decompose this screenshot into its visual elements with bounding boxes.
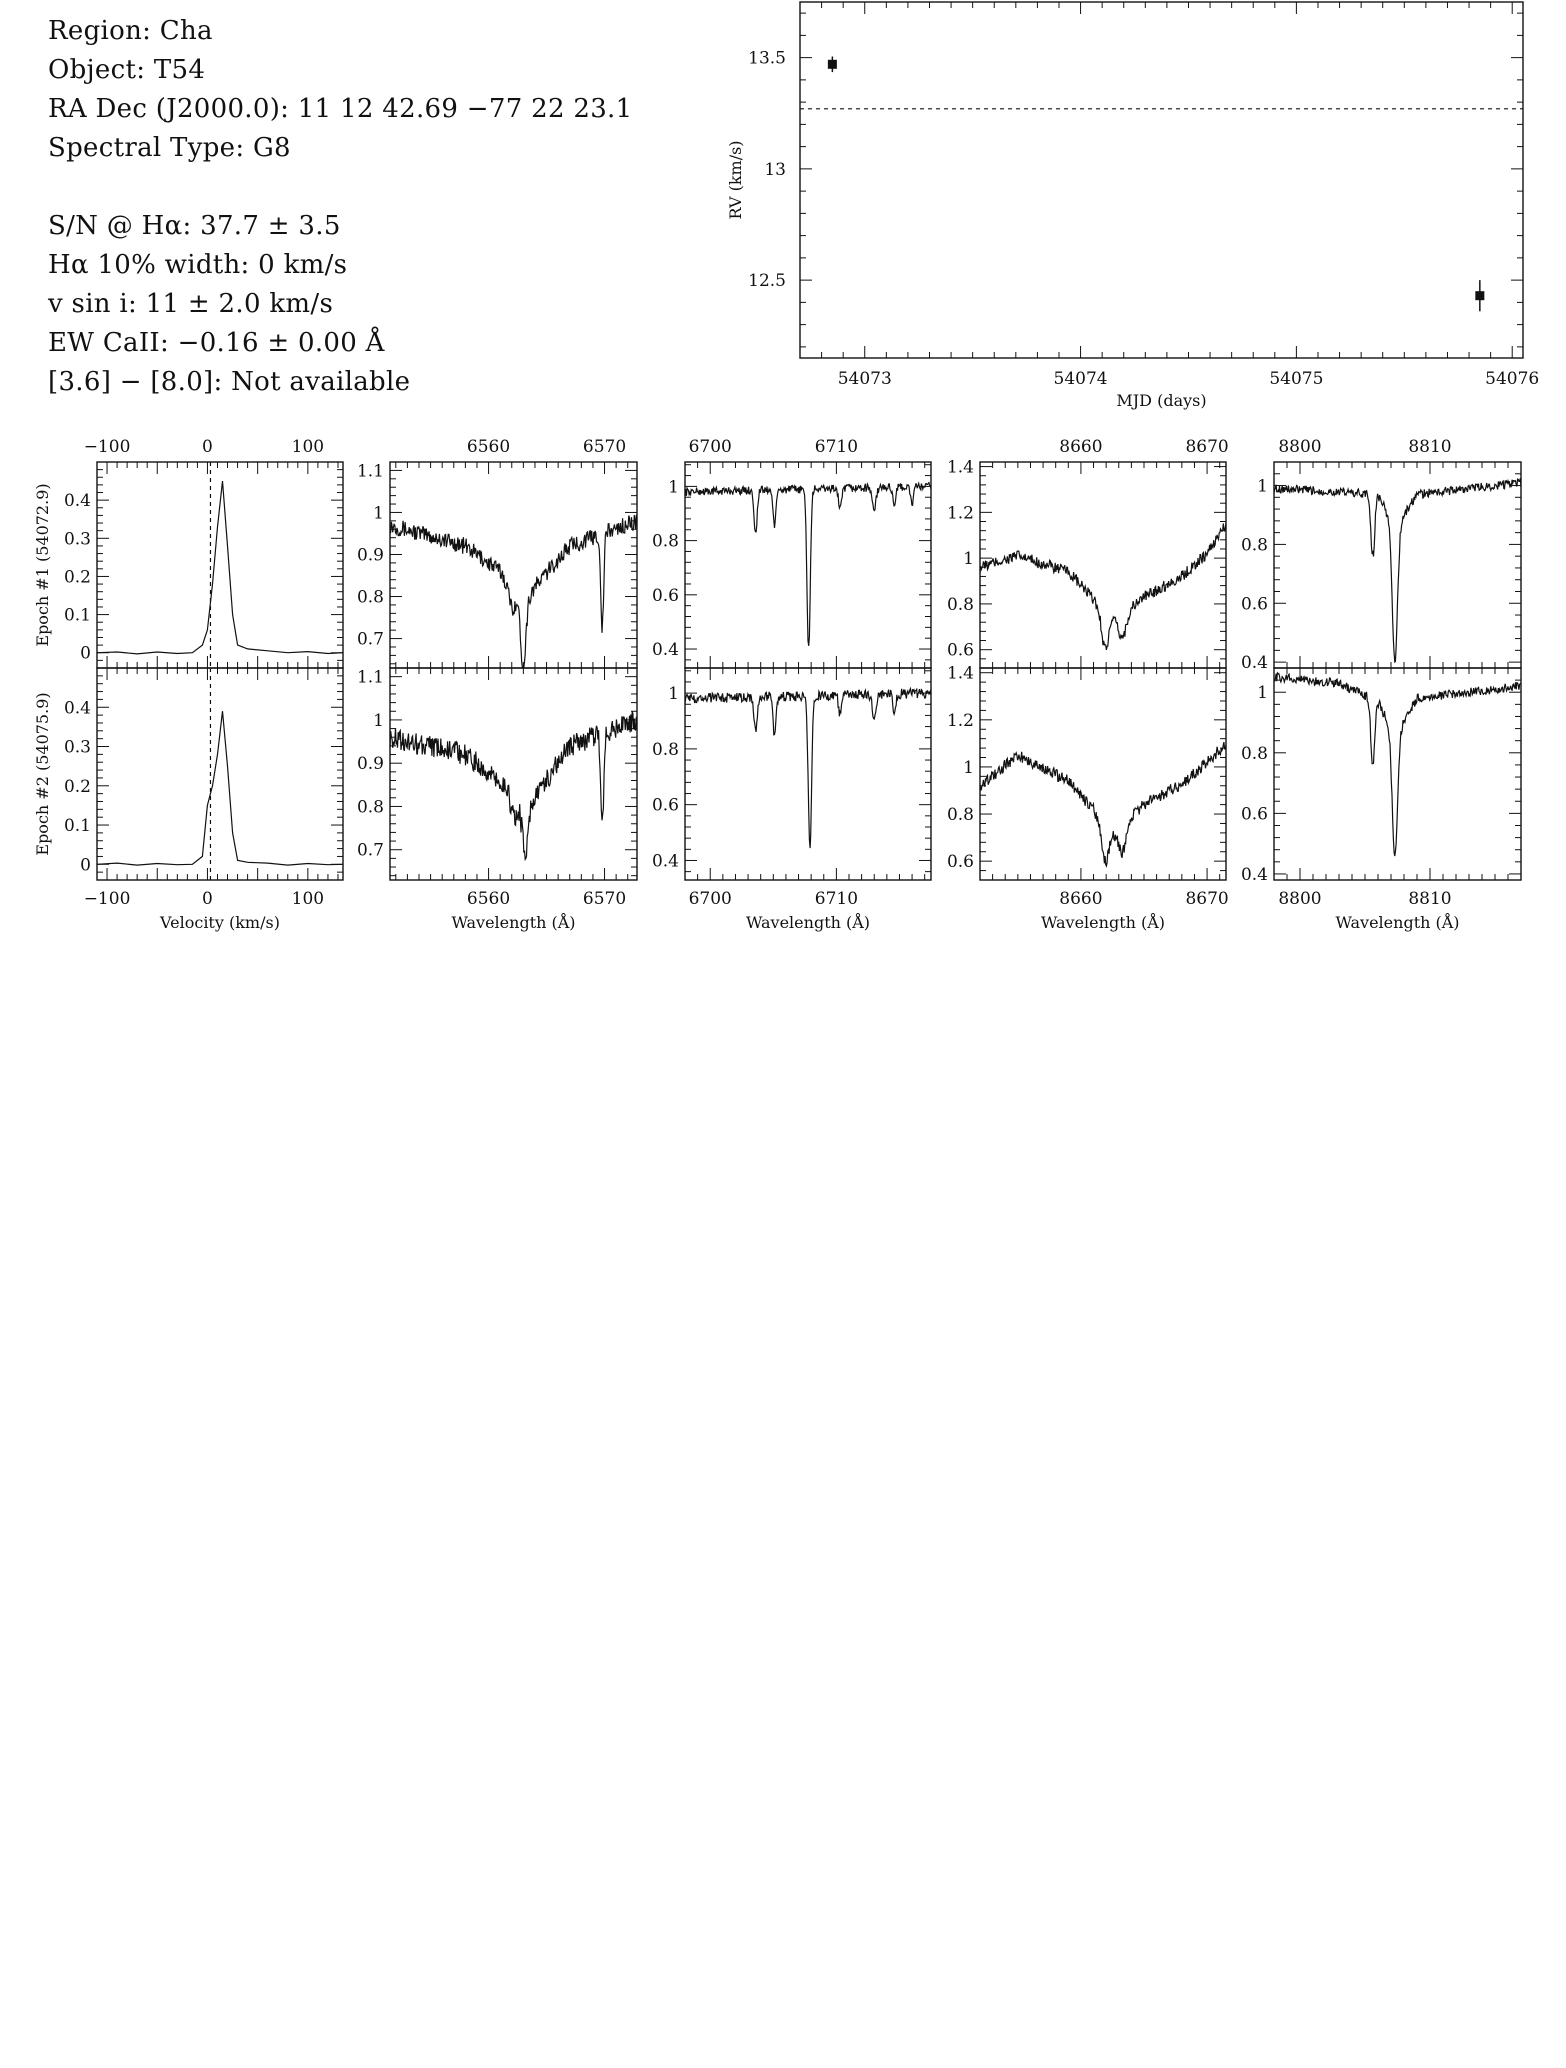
halpha-x-tick-label: 6570: [582, 889, 627, 909]
ccf-y-tick-label: 0.2: [63, 567, 91, 588]
calcium-y-tick-label: 0.6: [946, 640, 974, 661]
lithium-spectrum-line-1: [685, 483, 931, 646]
halpha-y-tick-label: 0.8: [356, 797, 384, 818]
region8800-y-tick-label: 0.8: [1240, 743, 1268, 764]
halpha-y-tick-label: 1.1: [356, 461, 384, 482]
ew-text: EW CaII: −0.16 ± 0.00 Å: [48, 328, 385, 358]
ccf-panel-frame-2: [97, 668, 343, 880]
rv-x-tick-label: 54073: [837, 369, 892, 389]
rv-y-tick-label: 13.5: [748, 48, 786, 69]
calcium-top-tick-label: 8670: [1185, 437, 1229, 457]
irac-text: [3.6] − [8.0]: Not available: [48, 367, 411, 397]
calcium-y-tick-label: 1.4: [946, 663, 974, 684]
region8800-y-tick-label: 1: [1257, 476, 1268, 497]
calcium-top-tick-label: 8660: [1059, 437, 1103, 457]
figure-canvas: [0, 0, 1566, 960]
calcium-x-axis-label: Wavelength (Å): [1040, 913, 1166, 932]
lithium-y-tick-label: 1: [668, 477, 679, 498]
halpha-y-tick-label: 0.9: [356, 545, 384, 566]
rv-x-tick-label: 54075: [1269, 369, 1324, 389]
region-text: Region: Cha: [48, 16, 213, 46]
halpha-spectrum-line-1: [390, 515, 637, 668]
calcium-y-tick-label: 0.8: [946, 594, 974, 615]
rv-data-point: [1475, 291, 1484, 300]
ccf-x-axis-label: Velocity (km/s): [160, 913, 280, 932]
calcium-y-tick-label: 1: [963, 757, 974, 778]
calcium-y-tick-label: 0.6: [946, 852, 974, 873]
lithium-x-axis-label: Wavelength (Å): [745, 913, 871, 932]
object-text: Object: T54: [48, 55, 206, 85]
calcium-y-tick-label: 1.2: [946, 503, 974, 524]
calcium-x-tick-label: 8660: [1059, 889, 1103, 909]
lithium-y-tick-label: 0.8: [651, 531, 679, 552]
halpha-x-axis-label: Wavelength (Å): [451, 913, 576, 932]
epoch-1-label: Epoch #1 (54072.9): [33, 483, 52, 647]
calcium-spectrum-line-1: [980, 523, 1226, 650]
sn-text: S/N @ Hα: 37.7 ± 3.5: [48, 211, 341, 241]
region8800-y-tick-label: 0.6: [1240, 594, 1268, 615]
sptype-text: Spectral Type: G8: [48, 133, 291, 163]
region8800-spectrum-line-2: [1274, 673, 1521, 856]
lithium-y-tick-label: 0.4: [651, 640, 679, 661]
ha-width-text: Hα 10% width: 0 km/s: [48, 250, 348, 280]
ccf-y-tick-label: 0.3: [63, 529, 91, 550]
rv-y-tick-label: 12.5: [748, 271, 786, 292]
halpha-y-tick-label: 1: [373, 503, 384, 524]
calcium-x-tick-label: 8670: [1185, 889, 1229, 909]
ccf-x-tick-label: −100: [83, 889, 131, 909]
halpha-y-tick-label: 1.1: [356, 667, 384, 688]
halpha-top-tick-label: 6560: [466, 437, 511, 457]
calcium-panel-frame-2: [980, 668, 1226, 880]
ccf-y-tick-label: 0: [80, 643, 91, 664]
region8800-y-tick-label: 0.4: [1240, 864, 1268, 885]
calcium-y-tick-label: 1.4: [946, 457, 974, 478]
ccf-spectrum-line-2: [97, 711, 343, 865]
region8800-y-tick-label: 1: [1257, 683, 1268, 704]
halpha-spectrum-line-2: [390, 711, 637, 859]
ccf-panel-frame-1: [97, 462, 343, 668]
rv-data-point: [828, 60, 837, 69]
rv-plot-frame: [800, 2, 1523, 358]
halpha-y-tick-label: 1: [373, 710, 384, 731]
lithium-x-tick-label: 6710: [814, 889, 859, 909]
ccf-y-tick-label: 0.4: [63, 698, 91, 719]
ccf-y-tick-label: 0.1: [63, 816, 91, 837]
calcium-y-tick-label: 1.2: [946, 710, 974, 731]
rv-x-axis-label: MJD (days): [1116, 391, 1207, 410]
lithium-x-tick-label: 6700: [688, 889, 732, 909]
ccf-y-tick-label: 0.3: [63, 737, 91, 758]
calcium-y-tick-label: 1: [963, 549, 974, 570]
region8800-x-tick-label: 8800: [1278, 889, 1322, 909]
halpha-x-tick-label: 6560: [466, 889, 511, 909]
ccf-top-tick-label: 0: [202, 437, 213, 457]
region8800-y-tick-label: 0.8: [1240, 535, 1268, 556]
region8800-top-tick-label: 8800: [1278, 437, 1322, 457]
lithium-y-tick-label: 0.6: [651, 585, 679, 606]
rv-y-axis-label: RV (km/s): [726, 140, 745, 220]
ccf-y-tick-label: 0.1: [63, 605, 91, 626]
region8800-top-tick-label: 8810: [1408, 437, 1452, 457]
ccf-top-tick-label: 100: [291, 437, 325, 457]
calcium-spectrum-line-2: [980, 742, 1226, 866]
ccf-y-tick-label: 0.4: [63, 491, 91, 512]
ccf-x-tick-label: 100: [291, 889, 325, 909]
region8800-panel-frame-2: [1274, 668, 1521, 880]
halpha-y-tick-label: 0.7: [356, 629, 384, 650]
lithium-y-tick-label: 0.6: [651, 795, 679, 816]
ccf-y-tick-label: 0.2: [63, 776, 91, 797]
rv-y-tick-label: 13: [764, 159, 786, 180]
halpha-y-tick-label: 0.7: [356, 840, 384, 861]
lithium-y-tick-label: 1: [668, 684, 679, 705]
lithium-y-tick-label: 0.4: [651, 851, 679, 872]
rv-x-tick-label: 54076: [1485, 369, 1540, 389]
region8800-spectrum-line-1: [1274, 478, 1521, 662]
calcium-y-tick-label: 0.8: [946, 805, 974, 826]
vsini-text: v sin i: 11 ± 2.0 km/s: [48, 289, 334, 319]
lithium-top-tick-label: 6710: [814, 437, 859, 457]
calcium-panel-frame-1: [980, 462, 1226, 668]
lithium-y-tick-label: 0.8: [651, 739, 679, 760]
ccf-top-tick-label: −100: [83, 437, 131, 457]
epoch-2-label: Epoch #2 (54075.9): [33, 692, 52, 856]
ccf-y-tick-label: 0: [80, 855, 91, 876]
halpha-top-tick-label: 6570: [582, 437, 627, 457]
region8800-x-tick-label: 8810: [1408, 889, 1452, 909]
lithium-top-tick-label: 6700: [688, 437, 732, 457]
rv-x-tick-label: 54074: [1053, 369, 1108, 389]
region8800-x-axis-label: Wavelength (Å): [1335, 913, 1460, 932]
ccf-x-tick-label: 0: [202, 889, 213, 909]
lithium-spectrum-line-2: [685, 689, 931, 849]
halpha-y-tick-label: 0.8: [356, 587, 384, 608]
ccf-spectrum-line-1: [97, 481, 343, 654]
radec-text: RA Dec (J2000.0): 11 12 42.69 −77 22 23.1: [48, 94, 633, 124]
region8800-y-tick-label: 0.4: [1240, 653, 1268, 674]
halpha-y-tick-label: 0.9: [356, 754, 384, 775]
region8800-y-tick-label: 0.6: [1240, 804, 1268, 825]
